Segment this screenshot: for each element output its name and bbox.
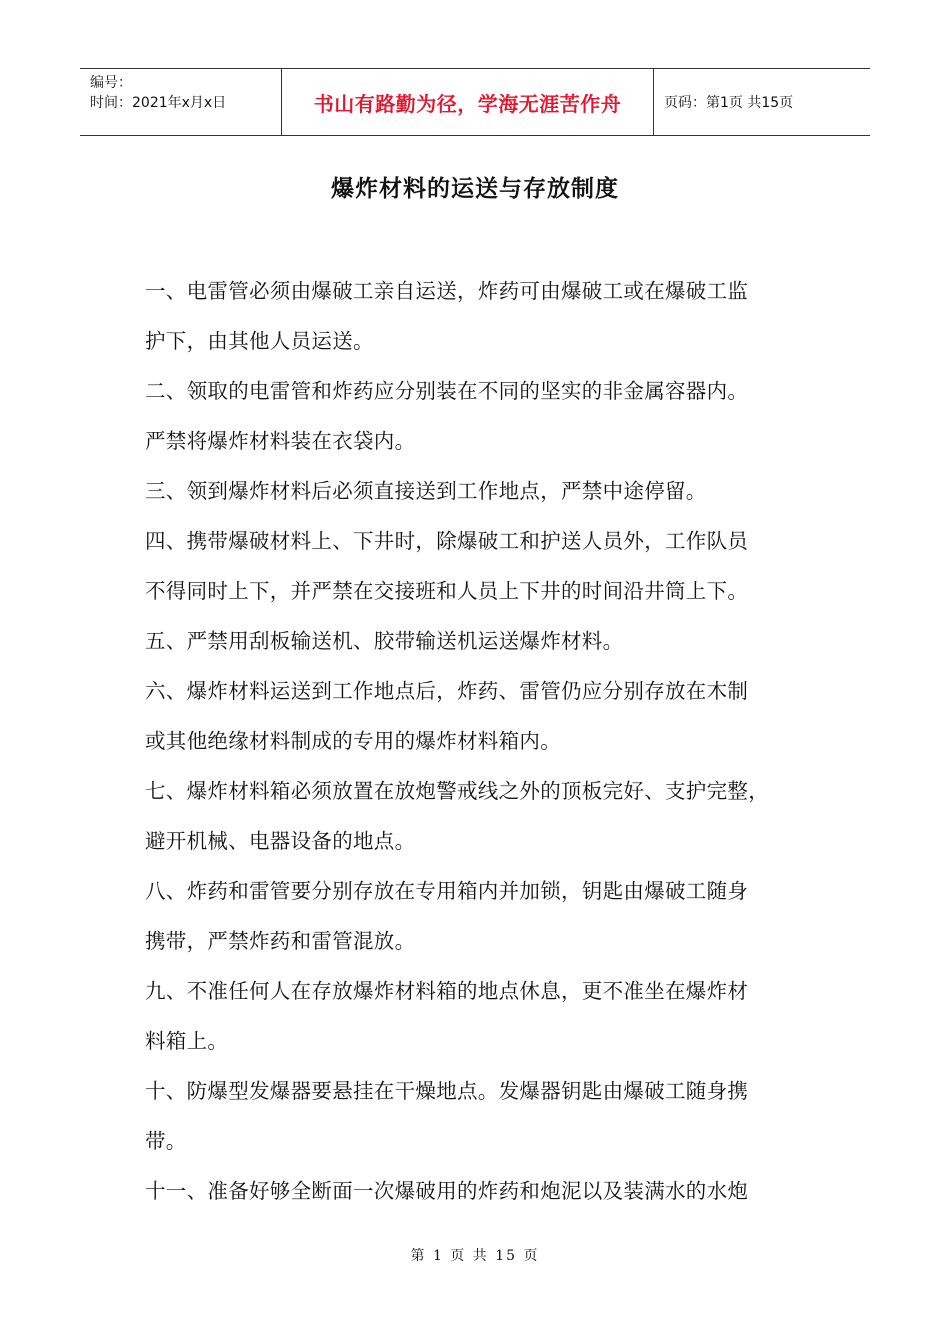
body-line: 十一、准备好够全断面一次爆破用的炸药和炮泥以及装满水的水炮 [145, 1179, 749, 1203]
document-title: 爆炸材料的运送与存放制度 [331, 176, 619, 202]
header-meta [80, 69, 281, 135]
code-label: 编号： [90, 75, 132, 91]
document-body [145, 266, 825, 1216]
body-line: 避开机械、电器设备的地点。 [145, 829, 416, 853]
body-line: 九、不准任何人在存放爆炸材料箱的地点休息，更不准坐在爆炸材 [145, 979, 749, 1003]
body-line: 八、炸药和雷管要分别存放在专用箱内并加锁，钥匙由爆破工随身 [145, 879, 749, 903]
body-line: 五、严禁用刮板输送机、胶带输送机运送爆炸材料。 [145, 629, 624, 653]
page-footer: 第 1 页 共 15 页 [410, 1248, 540, 1264]
body-line: 携带，严禁炸药和雷管混放。 [145, 929, 416, 953]
body-line: 四、携带爆破材料上、下井时，除爆破工和护送人员外，工作队员 [145, 529, 749, 553]
body-line: 带。 [145, 1129, 187, 1153]
body-line: 护下，由其他人员运送。 [145, 329, 374, 353]
body-line: 或其他绝缘材料制成的专用的爆炸材料箱内。 [145, 729, 561, 753]
document-header [80, 68, 870, 136]
body-line: 三、领到爆炸材料后必须直接送到工作地点，严禁中途停留。 [145, 479, 707, 503]
date-line: 时间：2021年x月x日 [90, 95, 227, 111]
header-page-info-cell [654, 69, 870, 135]
body-line: 二、领取的电雷管和炸药应分别装在不同的坚实的非金属容器内。 [145, 379, 749, 403]
body-line: 严禁将爆炸材料装在衣袋内。 [145, 429, 416, 453]
body-line: 十、防爆型发爆器要悬挂在干燥地点。发爆器钥匙由爆破工随身携 [145, 1079, 749, 1103]
page-info: 页码：第1页 共15页 [664, 95, 794, 111]
header-motto: 书山有路勤为径，学海无涯苦作舟 [313, 91, 622, 116]
body-line: 不得同时上下，并严禁在交接班和人员上下井的时间沿井筒上下。 [145, 579, 749, 603]
body-line: 六、爆炸材料运送到工作地点后，炸药、雷管仍应分别存放在木制 [145, 679, 749, 703]
body-line: 七、爆炸材料箱必须放置在放炮警戒线之外的顶板完好、支护完整， [145, 779, 769, 803]
body-line: 一、电雷管必须由爆破工亲自运送，炸药可由爆破工或在爆破工监 [145, 279, 749, 303]
header-motto-cell [281, 69, 654, 135]
body-line: 料箱上。 [145, 1029, 229, 1053]
